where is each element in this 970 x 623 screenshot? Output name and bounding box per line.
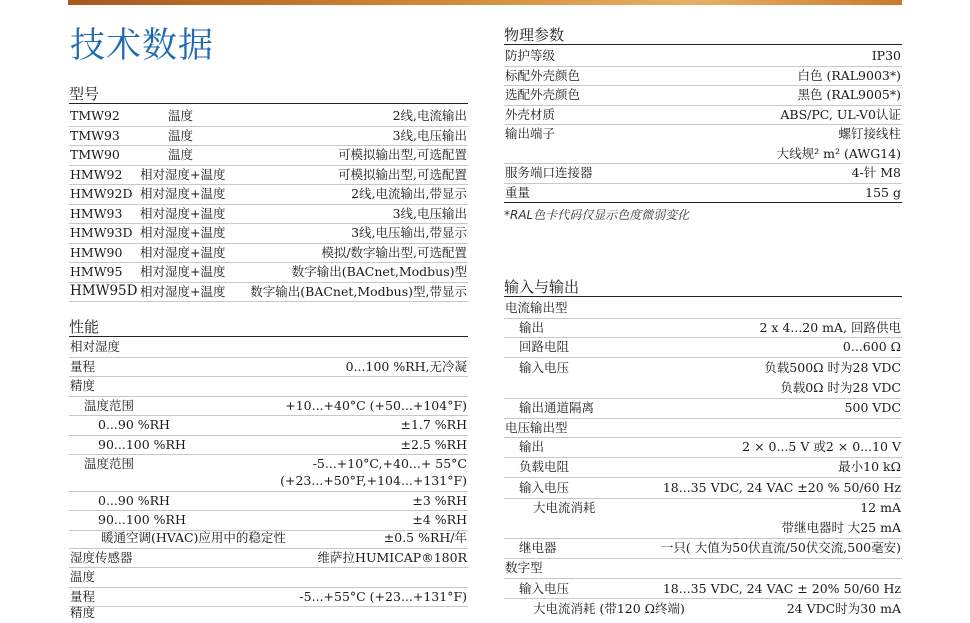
model-desc: 数字输出(BACnet,Modbus)型 (291, 264, 467, 279)
temp-range-value-cont: (+23...+50°F,+104...+131°F) (280, 473, 467, 488)
perf-row (69, 435, 468, 456)
io-row (504, 318, 902, 339)
volt-load-label: 负载电阻 (519, 459, 570, 474)
volt-vin-label: 输入电压 (519, 480, 570, 495)
performance-section-heading: 性能 (69, 318, 468, 337)
model-code: HMW93 (70, 205, 123, 221)
model-code: HMW93D (70, 225, 133, 240)
model-row (69, 184, 468, 205)
dig-vin-value: 18...35 VDC, 24 VAC ± 20% 50/60 Hz (662, 580, 901, 596)
perf-row (69, 528, 468, 549)
model-row (69, 204, 468, 225)
model-desc: 模拟/数字输出型,可选配置 (321, 244, 467, 260)
acc-value: ±2.5 %RH (400, 436, 467, 452)
perf-row (69, 603, 468, 623)
range-label: 量程 (70, 358, 96, 374)
io-row (504, 478, 902, 499)
cur-output-label: 输出 (519, 319, 545, 335)
page-title: 技术数据 (70, 26, 215, 66)
acc-value: ±1.7 %RH (400, 417, 467, 432)
range-value: 0...100 %RH,无冷凝 (345, 358, 467, 374)
model-row (69, 243, 468, 264)
sensor-label: 湿度传感器 (70, 549, 133, 565)
model-row (69, 106, 468, 127)
io-row (504, 538, 902, 559)
io-row (504, 337, 902, 358)
cur-vin-label: 输入电压 (519, 360, 570, 375)
physical-value: 大线规² m² (AWG14) (776, 145, 901, 161)
acc-label: 0...90 %RH (98, 492, 170, 508)
volt-relay-spec: 一只( 大值为50伏直流/50伏交流,500毫安) (660, 540, 901, 555)
perf-row (69, 415, 468, 436)
temp-range-value: +10...+40°C (+50...+104°F) (285, 397, 467, 413)
volt-max-value: 12 mA (860, 500, 901, 515)
perf-row (69, 357, 468, 378)
perf-row (69, 396, 468, 417)
model-code: HMW95D (70, 282, 138, 299)
cur-loop-label: 回路电阻 (519, 339, 570, 354)
model-type: 温度 (168, 127, 194, 143)
physical-section-heading: 物理参数 (504, 26, 902, 45)
io-row (504, 298, 902, 319)
physical-value: 黑色 (RAL9005*) (797, 87, 901, 102)
model-row (69, 165, 468, 186)
volt-relay-label: 继电器 (519, 540, 557, 555)
io-row (504, 579, 902, 600)
model-section-heading: 型号 (69, 85, 468, 104)
model-desc: 可模拟输出型,可选配置 (338, 166, 467, 182)
volt-vin-value: 18...35 VDC, 24 VAC ±20 % 50/60 Hz (662, 480, 901, 495)
acc-label: 90...100 %RH (98, 436, 186, 452)
cur-output-value: 2 x 4...20 mA, 回路供电 (759, 319, 901, 335)
model-type: 相对湿度+温度 (140, 166, 226, 182)
perf-row (69, 376, 468, 397)
volt-output-label: 输出 (519, 439, 545, 454)
io-row (504, 437, 902, 458)
perf-row (69, 337, 468, 358)
model-type: 温度 (168, 147, 194, 162)
ral-note: *RAL色卡代码仅显示色度微弱变化 (504, 208, 690, 222)
cur-vin-value: 负载500Ω 时为28 VDC (764, 360, 901, 375)
acc-label: 90...100 %RH (98, 512, 186, 527)
model-type: 相对湿度+温度 (140, 283, 226, 299)
perf-row (69, 567, 468, 588)
top-accent-bar (68, 0, 902, 5)
temp-range-label: 温度范围 (84, 456, 135, 471)
model-desc: 2线,电流输出 (392, 108, 467, 123)
cur-vin-value-2: 负载0Ω 时为28 VDC (780, 380, 901, 395)
dig-vin-label: 输入电压 (519, 580, 570, 596)
perf-row (69, 548, 468, 569)
io-row (504, 358, 902, 378)
physical-row (504, 163, 902, 184)
io-row (504, 498, 902, 518)
temp-range-value: -5...+10°C,+40...+ 55°C (312, 456, 467, 471)
digital-heading: 数字型 (505, 560, 543, 575)
physical-label: 服务端口连接器 (505, 165, 593, 180)
io-row (504, 558, 902, 579)
perf-row (69, 491, 468, 512)
temp-heading: 温度 (70, 569, 96, 584)
model-code: TMW90 (70, 147, 120, 162)
model-row (69, 145, 468, 166)
acc-value: ±3 %RH (412, 492, 467, 508)
model-type: 温度 (168, 108, 194, 123)
physical-row (504, 105, 902, 126)
physical-value: IP30 (871, 48, 901, 63)
model-code: HMW92 (70, 166, 123, 182)
model-row (69, 282, 468, 303)
accuracy-label: 精度 (70, 378, 96, 393)
model-row (69, 126, 468, 147)
volt-relay-current: 大25 mA (847, 520, 901, 535)
io-row (504, 378, 902, 399)
volt-relay-condition: 带继电器时 (781, 520, 844, 535)
temp-accuracy-label: 精度 (70, 605, 96, 620)
cur-loop-value: 0...600 Ω (842, 339, 901, 354)
model-code: HMW95 (70, 264, 123, 279)
io-row (504, 398, 902, 419)
physical-row (504, 144, 902, 165)
physical-row (504, 46, 902, 67)
physical-value: 螺钉接线柱 (838, 126, 901, 141)
volt-max-label: 大电流消耗 (533, 500, 596, 515)
physical-label: 标配外壳颜色 (505, 67, 581, 83)
temp-range-label: 温度范围 (84, 397, 135, 413)
dig-max-value: 24 VDC时为30 mA (786, 601, 901, 616)
model-code: TMW92 (70, 108, 120, 123)
cur-iso-label: 输出通道隔离 (519, 400, 595, 415)
volt-load-value: 最小10 kΩ (838, 459, 901, 474)
model-desc: 数字输出(BACnet,Modbus)型,带显示 (250, 283, 467, 299)
io-row (504, 599, 902, 619)
model-code: HMW90 (70, 244, 123, 260)
model-desc: 3线,电压输出,带显示 (351, 225, 467, 240)
rh-heading: 相对湿度 (70, 339, 121, 354)
model-type: 相对湿度+温度 (140, 205, 226, 221)
sensor-value: 维萨拉HUMICAP®180R (317, 549, 467, 565)
physical-value: 4-针 M8 (851, 165, 901, 180)
current-heading: 电流输出型 (505, 300, 568, 315)
physical-label: 重量 (505, 184, 531, 200)
model-desc: 2线,电流输出,带显示 (351, 186, 467, 201)
model-desc: 可模拟输出型,可选配置 (338, 147, 467, 162)
physical-row (504, 124, 902, 144)
model-code: TMW93 (70, 127, 120, 143)
model-type: 相对湿度+温度 (140, 186, 226, 201)
physical-label: 外壳材质 (505, 106, 556, 122)
physical-value: 白色 (RAL9003*) (797, 67, 901, 83)
stability-label: 暖通空调(HVAC)应用中的稳定性 (101, 530, 286, 545)
dig-max-label: 大电流消耗 (带120 Ω终端) (533, 601, 685, 616)
volt-output-value: 2 × 0...5 V 或2 × 0...10 V (742, 439, 901, 454)
io-row (504, 457, 902, 478)
acc-value: ±4 %RH (412, 512, 467, 527)
physical-row (504, 66, 902, 87)
stability-value: ±0.5 %RH/年 (383, 530, 467, 545)
physical-value: 155 g (865, 184, 901, 200)
temp-range-value: -5...+55°C (+23...+131°F) (299, 588, 467, 604)
io-row (504, 418, 902, 439)
model-type: 相对湿度+温度 (140, 264, 226, 279)
io-row (504, 518, 902, 539)
physical-label: 选配外壳颜色 (505, 87, 581, 102)
model-desc: 3线,电压输出 (392, 127, 467, 143)
model-row (69, 262, 468, 283)
io-section-heading: 输入与输出 (504, 278, 902, 297)
cur-iso-value: 500 VDC (844, 400, 901, 415)
model-type: 相对湿度+温度 (140, 225, 226, 240)
physical-label: 防护等级 (505, 48, 556, 63)
model-desc: 3线,电压输出 (392, 205, 467, 221)
physical-label: 输出端子 (505, 126, 556, 141)
temp-range-label: 量程 (70, 588, 96, 604)
voltage-heading: 电压输出型 (505, 419, 568, 435)
model-code: HMW92D (70, 186, 133, 201)
model-row (69, 223, 468, 244)
acc-label: 0...90 %RH (98, 417, 170, 432)
physical-row (504, 85, 902, 106)
perf-row (69, 471, 468, 492)
model-type: 相对湿度+温度 (140, 244, 226, 260)
physical-row (504, 183, 902, 204)
physical-value: ABS/PC, UL-V0认证 (780, 106, 901, 122)
